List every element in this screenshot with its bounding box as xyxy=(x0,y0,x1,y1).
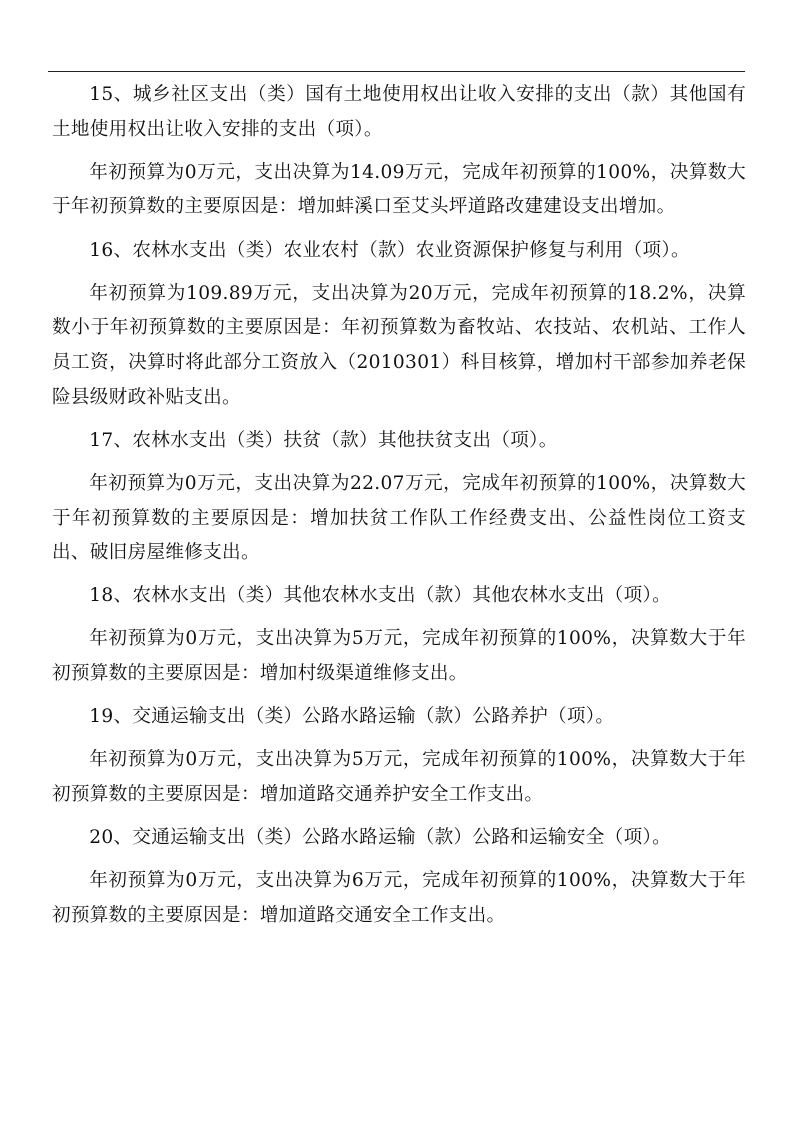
item-16-heading: 16、农林水支出（类）农业农村（款）农业资源保护修复与利用（项）。 xyxy=(89,239,690,261)
item-18-heading: 18、农林水支出（类）其他农林水支出（款）其他农林水支出（项）。 xyxy=(89,585,671,607)
item-19-explanation: 年初预算为0万元，支出决算为5万元，完成年初预算的100%，决算数大于年初预算数的主要原因是：增加道路交通养护安全工作支出。 xyxy=(52,749,746,806)
document-body xyxy=(52,78,746,934)
item-20-heading: 20、交通运输支出（类）公路水路运输（款）公路和运输安全（项）。 xyxy=(89,827,671,849)
item-19-heading: 19、交通运输支出（类）公路水路运输（款）公路养护（项）。 xyxy=(89,706,615,728)
item-17-heading: 17、农林水支出（类）扶贫（款）其他扶贫支出（项）。 xyxy=(89,429,558,451)
item-17-explanation: 年初预算为0万元，支出决算为22.07万元，完成年初预算的100%，决算数大于年初预算数的主要原因是：增加扶贫工作队工作经费支出、公益性岗位工资支出、破旧房屋维修支出。 xyxy=(52,472,746,564)
header-rule xyxy=(48,71,745,72)
item-15-explanation: 年初预算为0万元，支出决算为14.09万元，完成年初预算的100%，决算数大于年初预算数的主要原因是：增加蚌溪口至艾头坪道路改建建设支出增加。 xyxy=(52,161,746,218)
item-16-explanation: 年初预算为109.89万元，支出决算为20万元，完成年初预算的18.2%，决算数小于年初预算数的主要原因是：年初预算数为畜牧站、农技站、农机站、工作人员工资，决算时将此部分工资放入（2010301）科目核算，增加村干部参加养老保险县级财政补贴支出。 xyxy=(52,282,746,408)
item-20-explanation: 年初预算为0万元，支出决算为6万元，完成年初预算的100%，决算数大于年初预算数的主要原因是：增加道路交通安全工作支出。 xyxy=(52,870,746,926)
item-18-explanation: 年初预算为0万元，支出决算为5万元，完成年初预算的100%，决算数大于年初预算数的主要原因是：增加村级渠道维修支出。 xyxy=(52,628,746,685)
item-15-heading: 15、城乡社区支出（类）国有土地使用权出让收入安排的支出（款）其他国有土地使用权出让收入安排的支出（项）。 xyxy=(52,84,746,140)
